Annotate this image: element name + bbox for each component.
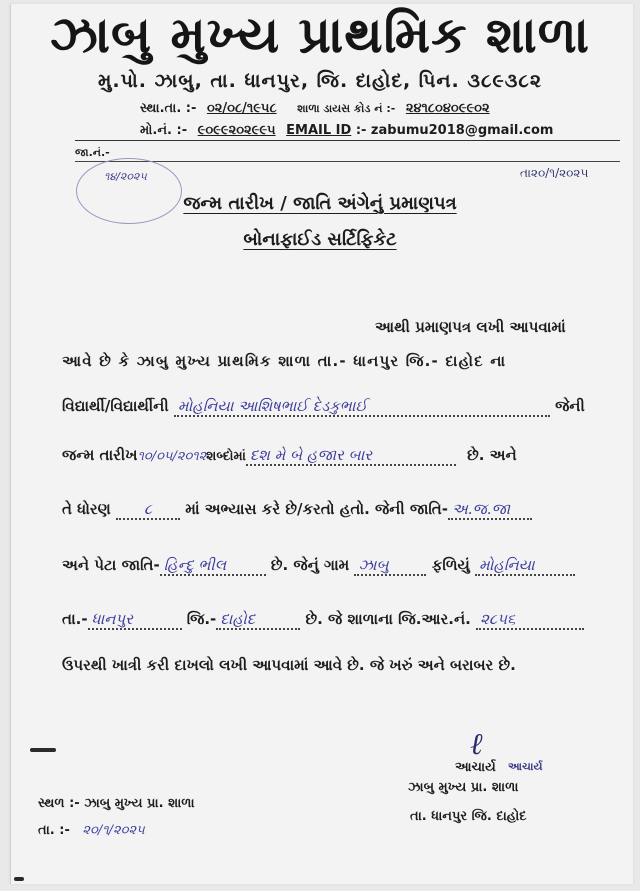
dise-label: શાળા ડાયસ કોડ નં :- bbox=[297, 102, 396, 115]
gr-mid: છે. જે શાળાના જિ.આર.નં. bbox=[305, 610, 471, 628]
body-intro: આથી પ્રમાણપત્ર લખી આપવામાં bbox=[375, 318, 566, 336]
heading-line-2: બોનાફાઈડ સર્ટિફિકેટ bbox=[243, 229, 397, 250]
footer-date bbox=[38, 823, 145, 838]
student-prefix: વિદ્યાર્થી/વિદ્યાર્થીની bbox=[62, 397, 169, 415]
district-label: જિ.- bbox=[186, 610, 217, 628]
district-value: દાહોદ bbox=[216, 610, 300, 630]
gr-value: ૨૮૫૬ bbox=[476, 610, 584, 630]
place-label: સ્થળ :- bbox=[38, 796, 80, 811]
subcaste-value: હિન્દુ ભીલ bbox=[160, 556, 266, 576]
body-line-taluka bbox=[62, 610, 584, 630]
header-rule-bottom bbox=[75, 161, 620, 162]
body-closing: ઉપરથી ખાત્રી કરી દાખલો લખી આપવામાં આવે છે. જે ખરું અને બરાબર છે. bbox=[62, 656, 516, 674]
meta-row-contact bbox=[140, 123, 553, 138]
header-rule-top bbox=[75, 140, 620, 141]
body-line-student bbox=[62, 397, 585, 417]
faliyu-value: મોહનિયા bbox=[475, 556, 575, 576]
stamp-text: ૧૪/૨૦૨૫ bbox=[104, 170, 147, 183]
email-label: EMAIL ID bbox=[286, 123, 352, 138]
dob-words: દશ મે બે હજાર બાર bbox=[246, 446, 456, 466]
subcaste-prefix: અને પેટા જાતિ- bbox=[62, 556, 160, 574]
principal-signature-icon: ℓ bbox=[470, 727, 483, 762]
village-mid: છે. જેનું ગામ bbox=[270, 556, 350, 574]
established-label: સ્થા.તા. :- bbox=[140, 101, 197, 116]
taluka-value: ધાનપુર bbox=[88, 610, 182, 630]
village-value: ઝાબુ bbox=[354, 556, 426, 576]
school-name: ઝાબુ મુખ્ય પ્રાથમિક શાળા bbox=[50, 6, 590, 64]
top-date: તા૨૦/૧/૨૦૨૫ bbox=[520, 166, 589, 180]
dob-words-label: શબ્દોમાં bbox=[206, 449, 246, 464]
inward-stamp bbox=[76, 158, 182, 224]
student-name: મોહનિયા આશિષભાઈ દેડકુભાઈ bbox=[174, 397, 550, 417]
date-label: તા. :- bbox=[38, 823, 70, 838]
principal-stamp-label: આચાર્ય bbox=[508, 760, 543, 773]
mobile-value: ૯૦૯૯૨૦૨૯૯૫ bbox=[197, 123, 276, 138]
place-value: ઝાબુ મુખ્ય પ્રા. શાળા bbox=[84, 796, 195, 811]
margin-mark bbox=[14, 877, 24, 881]
established-value: ૦૨/૦૮/૧૯૫૮ bbox=[206, 101, 277, 116]
taluka-label: તા.- bbox=[62, 610, 88, 628]
std-value: ૮ bbox=[116, 500, 180, 520]
faliyu-label: ફળિયું bbox=[431, 556, 470, 574]
student-suffix: જેની bbox=[555, 397, 585, 415]
dise-value: ૨૪૧૮૦૪૦૯૯૦૨ bbox=[405, 101, 490, 116]
certificate-heading bbox=[0, 193, 640, 214]
school-address: મુ.પો. ઝાબુ, તા. ધાનપુર, જિ. દાહોદ, પિન. ૩૮૯૩૮૨ bbox=[97, 70, 542, 92]
outward-number-label: જા.નં.- bbox=[75, 146, 110, 159]
body-line-standard bbox=[62, 500, 532, 520]
signature-taluka: તા. ધાનપુર જિ. દાહોદ bbox=[410, 809, 527, 824]
footer-place bbox=[38, 796, 195, 811]
principal-label: આચાર્ય bbox=[455, 760, 496, 775]
std-prefix: તે ધોરણ bbox=[62, 500, 111, 518]
email-value: :- zabumu2018@gmail.com bbox=[355, 123, 554, 138]
margin-mark bbox=[30, 748, 56, 752]
dob-suffix: છે. અને bbox=[467, 446, 517, 464]
std-mid: માં અભ્યાસ કરે છે/કરતો હતો. જેની જાતિ- bbox=[185, 500, 448, 518]
body-line-2: આવે છે કે ઝાબુ મુખ્ય પ્રાથમિક શાળા તા.- ધાનપુર જિ.- દાહોદ ના bbox=[62, 352, 507, 370]
meta-row-established bbox=[140, 101, 496, 116]
date-value: ૨૦/૧/૨૦૨૫ bbox=[82, 823, 145, 838]
heading-line-1: જન્મ તારીખ / જાતિ અંગેનું પ્રમાણપત્ર bbox=[183, 193, 457, 214]
dob-prefix: જન્મ તારીખ bbox=[62, 446, 138, 464]
mobile-label: મો.નં. :- bbox=[140, 123, 188, 138]
caste-value: અ.જ.જા bbox=[448, 500, 532, 520]
certificate-subheading bbox=[0, 229, 640, 250]
body-line-subcaste bbox=[62, 556, 575, 576]
body-line-dob bbox=[62, 446, 517, 466]
dob-value: ૧૦/૦૫/૨૦૧૨ bbox=[137, 449, 207, 464]
signature-school: ઝાબુ મુખ્ય પ્રા. શાળા bbox=[408, 780, 519, 795]
